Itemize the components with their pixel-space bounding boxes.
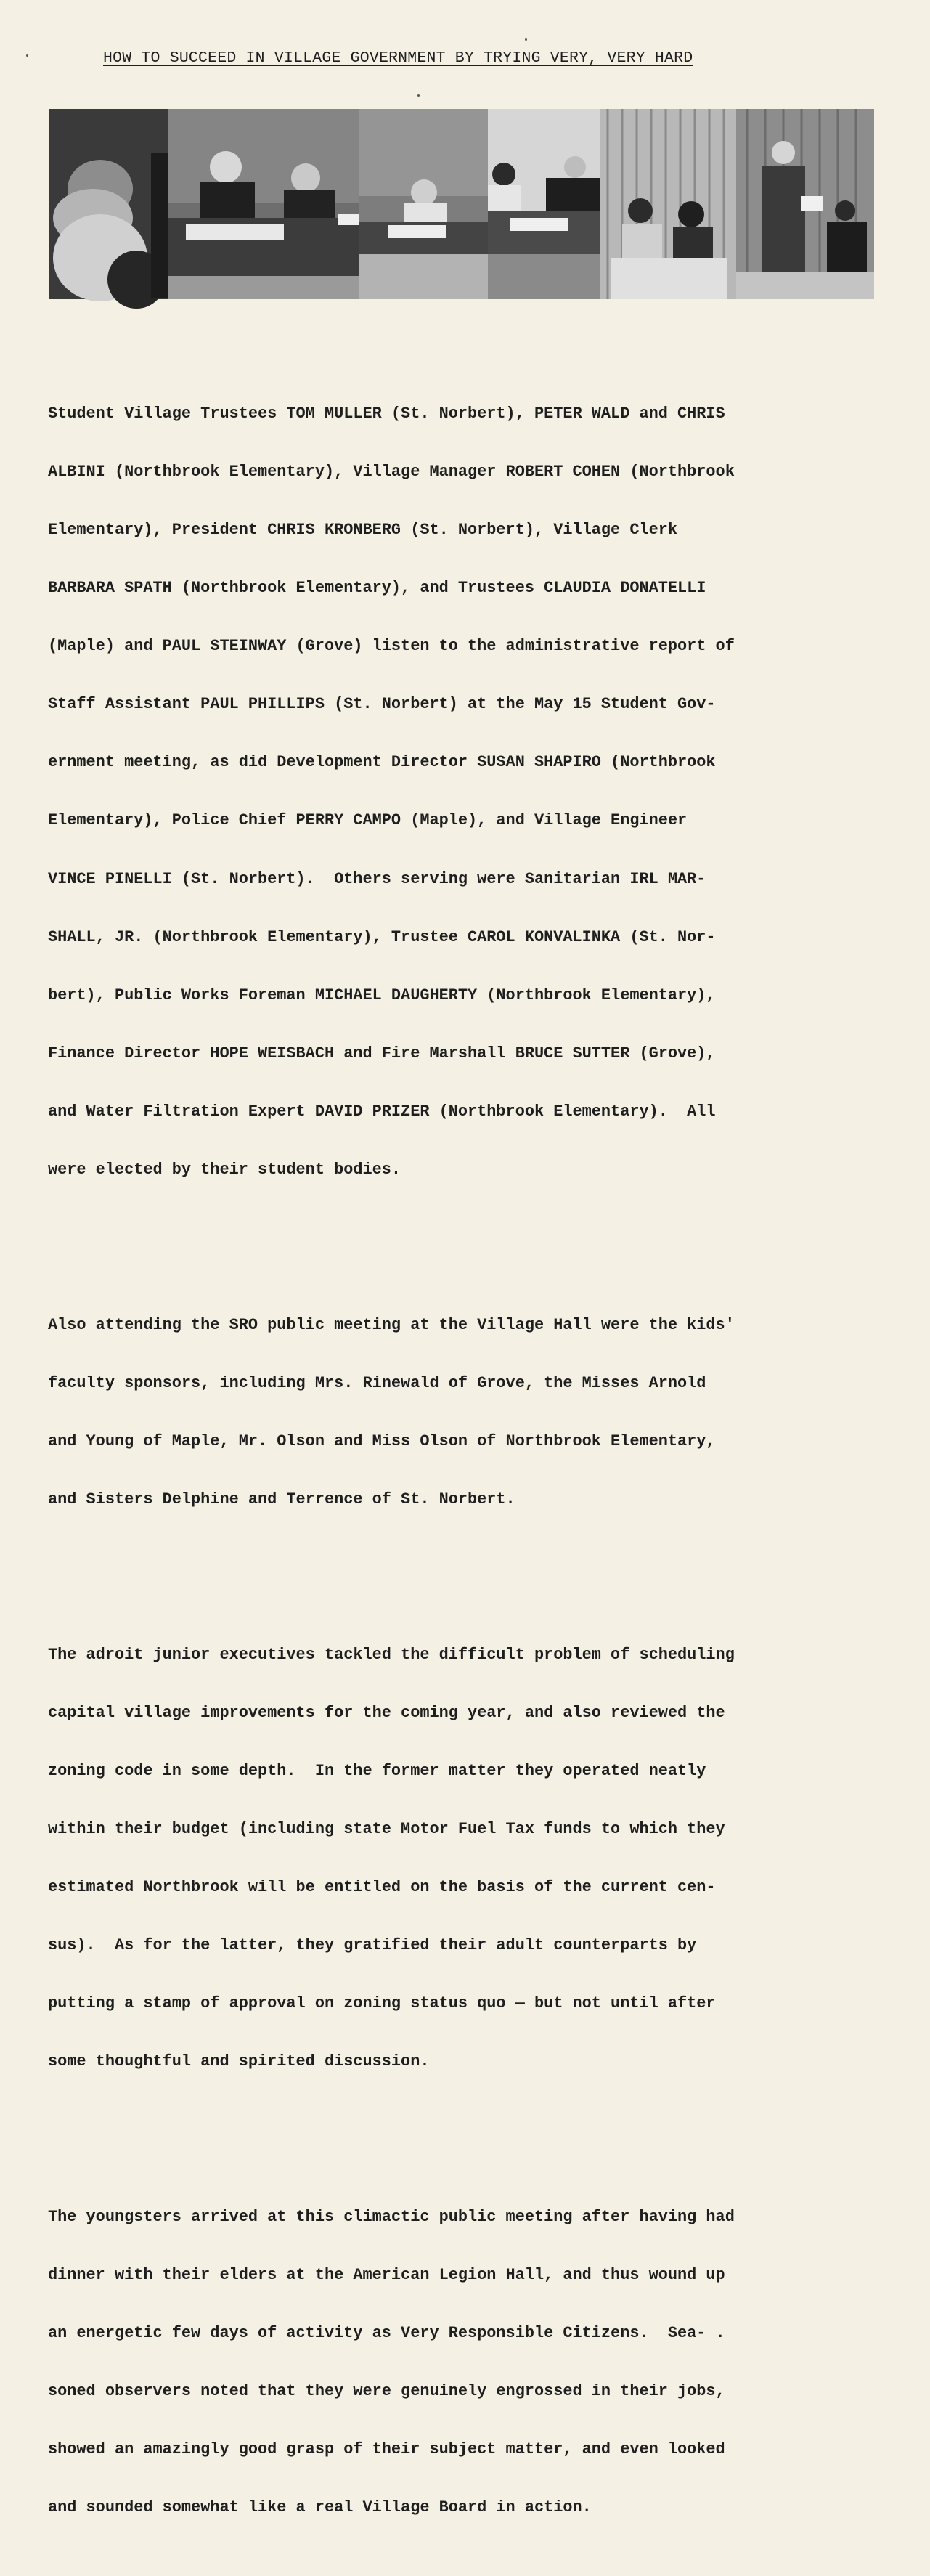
photo-officials-at-table	[488, 109, 600, 299]
photo-audience-closeup	[49, 109, 168, 299]
text-line: The youngsters arrived at this climactic public meeting after having had	[48, 2207, 735, 2226]
ink-speck	[417, 94, 420, 97]
text-line: VINCE PINELLI (St. Norbert). Others serving were Sanitarian IRL MAR-	[48, 869, 706, 888]
text-line: Student Village Trustees TOM MULLER (St. Norbert), PETER WALD and CHRIS	[48, 404, 725, 423]
text-line: soned observers noted that they were genuinely engrossed in their jobs,	[48, 2382, 725, 2401]
photo-clerk-at-table	[359, 109, 488, 299]
text-line: putting a stamp of approval on zoning status quo — but not until after	[48, 1994, 716, 2013]
text-line: zoning code in some depth. In the former matter they operated neatly	[48, 1761, 706, 1780]
photo-trustees-at-table	[168, 109, 359, 299]
photo-strip	[49, 109, 874, 299]
text-line: Elementary), Police Chief PERRY CAMPO (Maple), and Village Engineer	[48, 811, 688, 830]
text-line: ernment meeting, as did Development Director SUSAN SHAPIRO (Northbrook	[48, 753, 716, 772]
text-line: and Young of Maple, Mr. Olson and Miss Olson of Northbrook Elementary,	[48, 1431, 716, 1450]
text-line: Finance Director HOPE WEISBACH and Fire Marshall BRUCE SUTTER (Grove),	[48, 1044, 716, 1063]
text-line: showed an amazingly good grasp of their subject matter, and even looked	[48, 2440, 725, 2459]
article-body	[48, 327, 890, 2576]
paragraph-caption	[48, 365, 890, 1219]
text-line: within their budget (including state Motor Fuel Tax funds to which they	[48, 1819, 725, 1838]
text-line: and Sisters Delphine and Terrence of St. Norbert.	[48, 1490, 515, 1508]
ink-speck	[26, 54, 28, 57]
text-line: faculty sponsors, including Mrs. Rinewald of Grove, the Misses Arnold	[48, 1373, 706, 1392]
text-line: some thoughtful and spirited discussion.	[48, 2052, 430, 2071]
text-line: capital village improvements for the coming year, and also reviewed the	[48, 1703, 725, 1722]
text-line: The adroit junior executives tackled the difficult problem of scheduling	[48, 1645, 735, 1664]
text-line: BARBARA SPATH (Northbrook Elementary), and Trustees CLAUDIA DONATELLI	[48, 579, 706, 598]
text-line: ALBINI (Northbrook Elementary), Village Manager ROBERT COHEN (Northbrook	[48, 462, 735, 481]
text-line: were elected by their student bodies.	[48, 1161, 401, 1179]
text-line: and Water Filtration Expert DAVID PRIZER (Northbrook Elementary). All	[48, 1102, 716, 1121]
text-line: bert), Public Works Foreman MICHAEL DAUGHERTY (Northbrook Elementary),	[48, 986, 716, 1004]
ink-speck	[525, 38, 527, 41]
text-line: Also attending the SRO public meeting at the Village Hall were the kids'	[48, 1315, 735, 1334]
paragraph-conclusion	[48, 2169, 890, 2556]
page-title: HOW TO SUCCEED IN VILLAGE GOVERNMENT BY TRYING VERY, VERY HARD	[103, 49, 693, 67]
text-line: (Maple) and PAUL STEINWAY (Grove) listen to the administrative report of	[48, 637, 735, 656]
text-line: Elementary), President CHRIS KRONBERG (St. Norbert), Village Clerk	[48, 521, 678, 539]
text-line: estimated Northbrook will be entitled on the basis of the current cen-	[48, 1877, 716, 1896]
photo-seated-students	[600, 109, 736, 299]
photo-speaker-at-podium	[736, 109, 874, 299]
text-line: Staff Assistant PAUL PHILLIPS (St. Norbert) at the May 15 Student Gov-	[48, 695, 716, 714]
text-line: SHALL, JR. (Northbrook Elementary), Trustee CAROL KONVALINKA (St. Nor-	[48, 927, 716, 946]
text-line: an energetic few days of activity as Very Responsible Citizens. Sea- .	[48, 2323, 725, 2342]
text-line: and sounded somewhat like a real Village Board in action.	[48, 2498, 592, 2517]
paragraph-agenda	[48, 1606, 890, 2110]
text-line: sus). As for the latter, they gratified their adult counterparts by	[48, 1935, 697, 1954]
paragraph-attendees	[48, 1277, 890, 1548]
text-line: dinner with their elders at the American Legion Hall, and thus wound up	[48, 2265, 725, 2284]
